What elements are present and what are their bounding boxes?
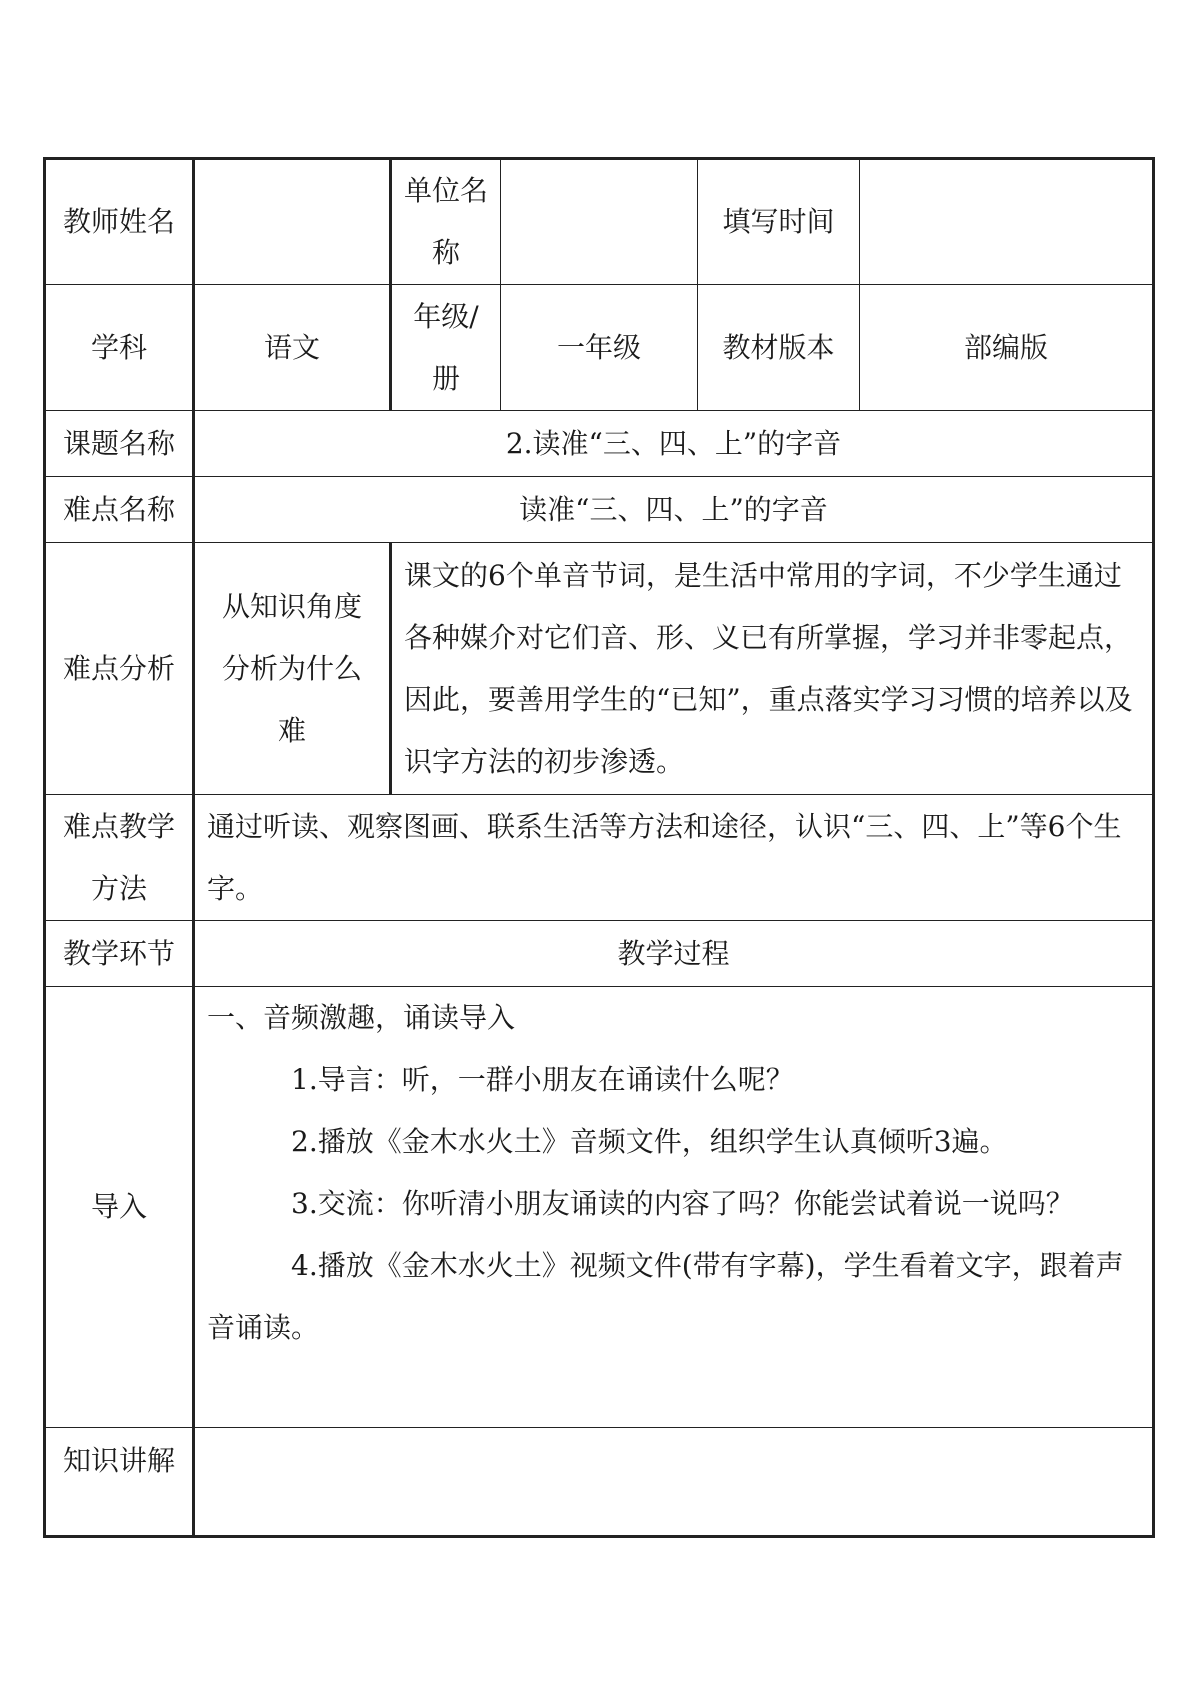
introduction-label: 导入	[45, 987, 194, 1428]
difficulty-name-label: 难点名称	[45, 477, 194, 543]
introduction-content	[194, 987, 1154, 1428]
row-subject-info	[45, 285, 1154, 411]
knowledge-explanation-label: 知识讲解	[45, 1428, 194, 1537]
grade-value: 一年级	[501, 285, 698, 411]
row-process-header	[45, 921, 1154, 987]
knowledge-angle-label: 从知识角度分析为什么难	[194, 543, 391, 795]
knowledge-explanation-value	[194, 1428, 1154, 1537]
introduction-step: 4.播放《金木水火土》视频文件(带有字幕)，学生看着文字，跟着声音诵读。	[207, 1249, 1124, 1344]
teacher-name-value	[194, 159, 391, 285]
row-knowledge-explanation	[45, 1428, 1154, 1537]
subject-value: 语文	[194, 285, 391, 411]
introduction-step: 2.播放《金木水火土》音频文件，组织学生认真倾听3遍。	[291, 1125, 1008, 1158]
row-difficulty-name	[45, 477, 1154, 543]
unit-name-value	[501, 159, 698, 285]
edition-label: 教材版本	[698, 285, 860, 411]
lesson-plan-form	[43, 157, 1152, 1535]
row-difficulty-analysis	[45, 543, 1154, 795]
row-teaching-method	[45, 795, 1154, 921]
row-introduction	[45, 987, 1154, 1428]
introduction-step: 3.交流：你听清小朋友诵读的内容了吗？你能尝试着说一说吗？	[291, 1187, 1074, 1220]
difficulty-analysis-text: 课文的6个单音节词，是生活中常用的字词，不少学生通过各种媒介对它们音、形、义已有所掌握，学习并非零起点，因此，要善用学生的“已知”，重点落实学习习惯的培养以及识字方法的初步渗透。	[391, 543, 1154, 795]
fill-date-value	[860, 159, 1154, 285]
edition-value: 部编版	[860, 285, 1154, 411]
row-lesson-title	[45, 411, 1154, 477]
introduction-step: 1.导言：听，一群小朋友在诵读什么呢？	[291, 1063, 794, 1096]
teacher-name-label: 教师姓名	[45, 159, 194, 285]
introduction-heading: 一、音频激趣，诵读导入	[207, 1001, 516, 1034]
teaching-method-text: 通过听读、观察图画、联系生活等方法和途径，认识“三、四、上”等6个生字。	[194, 795, 1154, 921]
lesson-title-value: 2.读准“三、四、上”的字音	[194, 411, 1154, 477]
teaching-process-label: 教学过程	[194, 921, 1154, 987]
lesson-plan-table	[43, 157, 1155, 1538]
row-teacher-info	[45, 159, 1154, 285]
fill-date-label: 填写时间	[698, 159, 860, 285]
teaching-method-label: 难点教学方法	[45, 795, 194, 921]
teaching-stage-label: 教学环节	[45, 921, 194, 987]
lesson-title-label: 课题名称	[45, 411, 194, 477]
grade-label: 年级/册	[391, 285, 501, 411]
unit-name-label: 单位名称	[391, 159, 501, 285]
subject-label: 学科	[45, 285, 194, 411]
difficulty-analysis-label: 难点分析	[45, 543, 194, 795]
difficulty-name-value: 读准“三、四、上”的字音	[194, 477, 1154, 543]
